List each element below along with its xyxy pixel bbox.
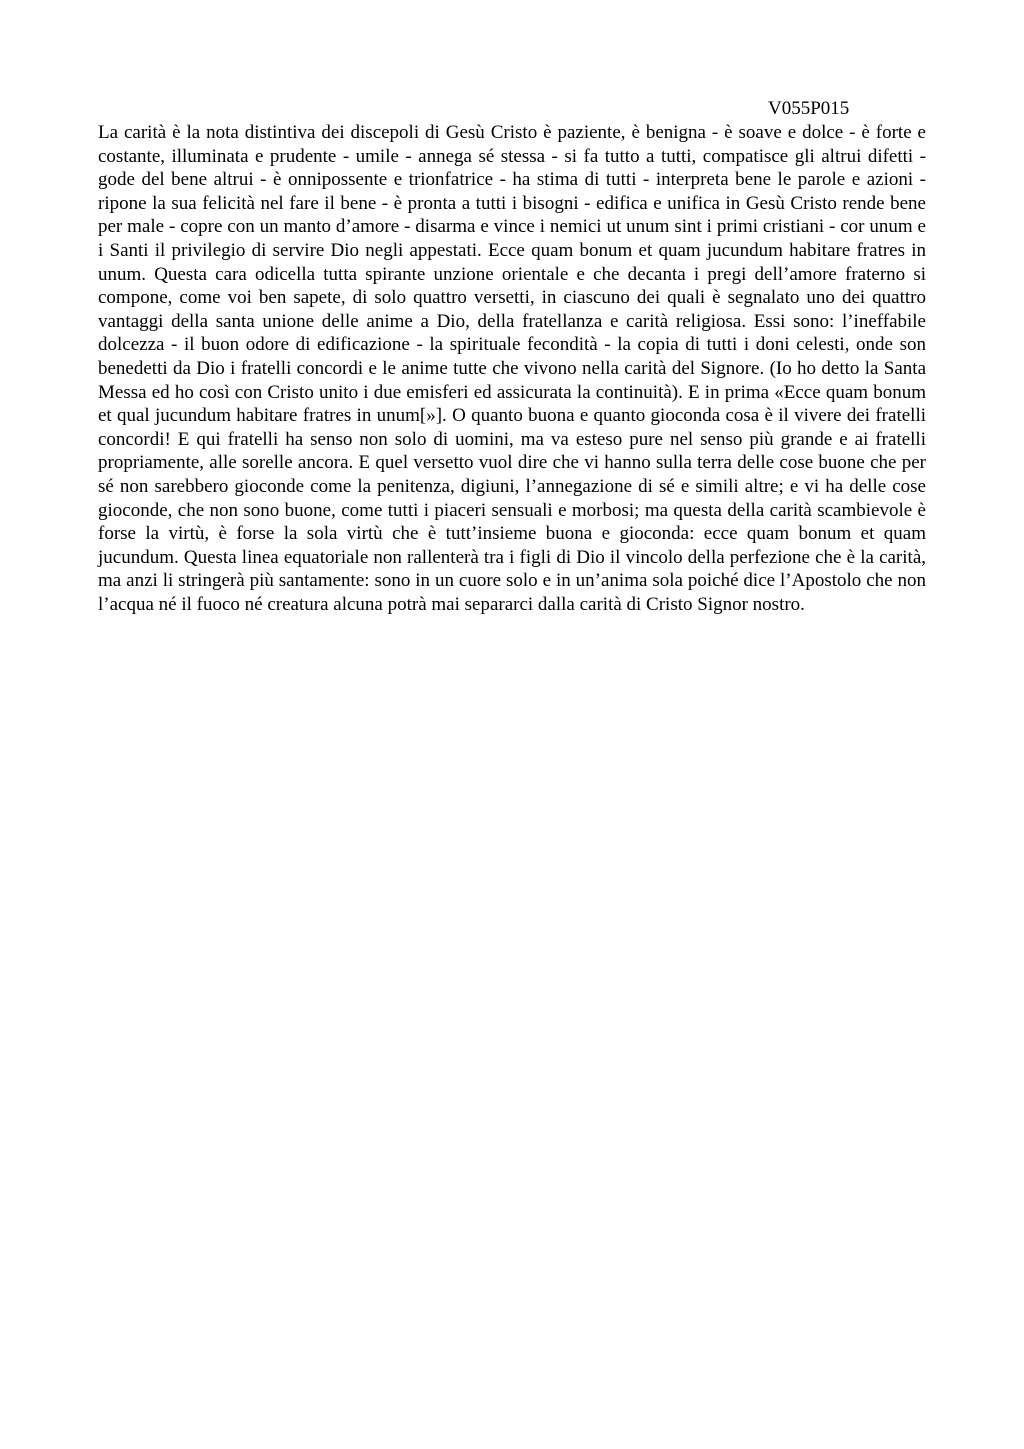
body-paragraph: La carità è la nota distintiva dei discepoli di Gesù Cristo è paziente, è benigna - è soave e dolce - è forte e costante, illuminata e prudente - umile - annega sé stessa - si fa tutto a tutti, compatisce gli altrui difetti - gode del bene altrui - è onnipossente e trionfatrice - ha stima di tutti - interpreta bene le parole e azioni - ripone la sua felicità nel fare il bene - è pronta a tutti i bisogni - edifica e unifica in Gesù Cristo rende bene per male - copre con un manto d’amore - disarma e vince i nemici ut unum sint i primi cristiani - cor unum e i Santi il privilegio di servire Dio negli appestati. Ecce quam bonum et quam jucundum habitare fratres in unum. Questa cara odicella tutta spirante unzione orientale e che decanta i pregi dell’amore fraterno si compone, come voi ben sapete, di solo quattro versetti, in ciascuno dei quali è segnalato uno dei quattro vantaggi della santa unione delle anime a Dio, della fratellanza e carità religiosa. Essi sono: l’ineffabile dolcezza - il buon odore di edificazione - la spirituale fecondità - la copia di tutti i doni celesti, onde son benedetti da Dio i fratelli concordi e le anime tutte che vivono nella carità del Signore. (Io ho detto la Santa Messa ed ho così con Cristo unito i due emisferi ed assicurata la continuità). E in prima «Ecce quam bonum et qual jucundum habitare fratres in unum[»]. O quanto buona e quanto gioconda cosa è il vivere dei fratelli concordi! E qui fratelli ha senso non solo di uomini, ma va esteso pure nel senso più grande e ai fratelli propriamente, alle sorelle ancora. E quel versetto vuol dire che vi hanno sulla terra delle cose buone che per sé non sarebbero gioconde come la penitenza, digiuni, l’annegazione di sé e simili altre; e vi ha delle cose gioconde, che non sono buone, come tutti i piaceri sensuali e morbosi; ma questa della carità scambievole è forse la virtù, è forse la sola virtù che è tutt’insieme buona e gioconda: ecce quam bonum et quam jucundum. Questa linea equatoriale non rallenterà tra i figli di Dio il vincolo della perfezione che è la carità, ma anzi li stringerà più santamente: sono in un cuore solo e in un’anima sola poiché dice l’Apostolo che non l’acqua né il fuoco né creatura alcuna potrà mai separarci dalla carità di Cristo Signor nostro. (98, 122, 926, 615)
page-code: V055P015 (768, 98, 850, 119)
